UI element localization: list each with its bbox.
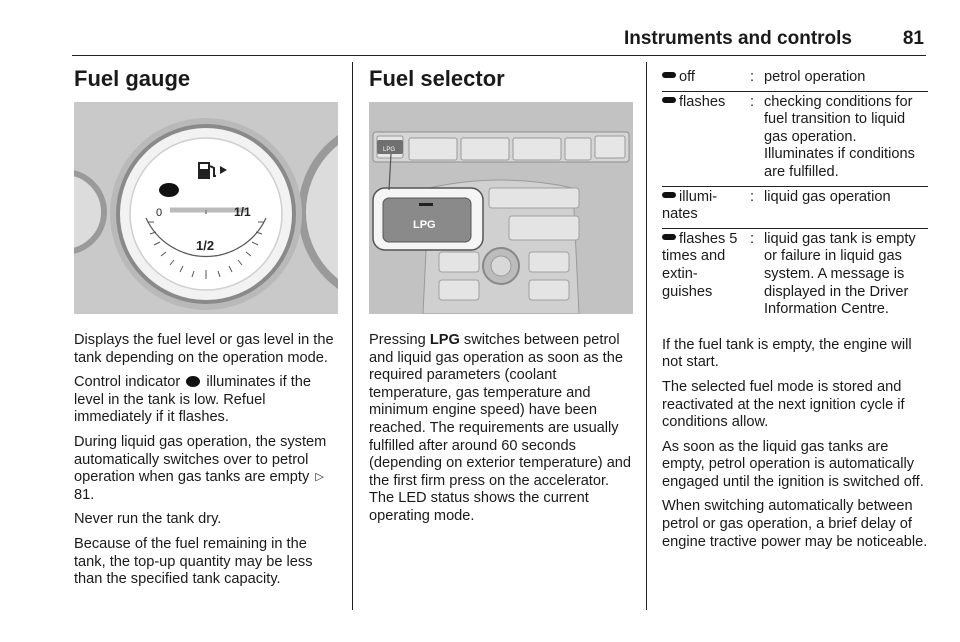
led-indicator-icon	[662, 234, 676, 240]
section-title: Instruments and controls	[623, 28, 852, 49]
section-heading: Fuel gauge	[74, 66, 191, 91]
table-row: off : petrol operation	[662, 67, 928, 91]
lpg-button-label: LPG	[413, 219, 436, 231]
low-fuel-indicator-icon	[159, 183, 179, 197]
page-reference-link[interactable]: 81.	[74, 486, 95, 503]
paragraph: The selected fuel mode is stored and reactivated at the next ignition cycle if conditions allow.	[662, 378, 905, 431]
page-number: 81	[902, 28, 924, 49]
column-divider	[646, 62, 647, 610]
paragraph: Pressing LPG switches between petrol and liquid gas operation as soon as the required parameters (coolant temperature, gas temperature and minimum engine speed) have been reached. The requirements are usually fulfilled after around 60 seconds (depending on exterior temperature) and the first firm press on the accelerator. The LED status shows the current operating mode.	[369, 332, 632, 524]
led-state-table	[662, 67, 928, 323]
lpg-button-small-label: LPG	[383, 147, 396, 153]
paragraph: Displays the fuel level or gas level in the tank depending on the operation mode.	[74, 332, 334, 366]
gauge-label-empty: 0	[156, 207, 163, 219]
page-header	[72, 26, 926, 56]
led-status-section	[662, 62, 928, 551]
fuel-gauge-illustration	[74, 102, 338, 314]
paragraph: Because of the fuel remaining in the tank, the top-up quantity may be less than the specified tank capacity.	[74, 535, 313, 588]
paragraph: During liquid gas operation, the system automatically switches over to petrol operation when gas tanks are empty ▷81.	[74, 433, 327, 503]
fuel-selector-illustration	[369, 102, 633, 314]
lpg-keyword: LPG	[429, 332, 460, 348]
column-divider	[352, 62, 353, 610]
low-fuel-indicator-icon	[186, 376, 200, 387]
fuel-gauge-section	[74, 62, 342, 589]
led-indicator-icon	[662, 72, 676, 78]
led-indicator-icon	[662, 97, 676, 103]
gauge-label-full: 1/1	[234, 205, 251, 219]
paragraph: When switching automatically between petrol or gas operation, a brief delay of engine tractive power may be noticeable.	[662, 498, 928, 550]
fuel-selector-section	[369, 62, 635, 526]
page-reference-arrow-icon: ▷	[315, 471, 324, 484]
table-row: illumi- nates : liquid gas operation	[662, 186, 928, 228]
paragraph: Control indicator illuminates if the level in the tank is low. Refuel immediately if it flashes.	[74, 374, 312, 426]
paragraph: If the fuel tank is empty, the engine will not start.	[662, 336, 912, 371]
table-row: flashes : checking conditions for fuel transition to liquid gas operation. Illuminates if conditions are fulfilled.	[662, 91, 928, 186]
table-row: flashes 5 times and extin- guishes : liquid gas tank is empty or failure in liquid gas system. A message is displayed in the Driver Information Centre.	[662, 230, 916, 318]
paragraph: As soon as the liquid gas tanks are empty, petrol operation is automatically engaged until the ignition is switched off.	[662, 438, 924, 490]
led-indicator-icon	[662, 192, 676, 198]
section-heading: Fuel selector	[369, 66, 505, 91]
paragraph: Never run the tank dry.	[74, 511, 222, 528]
gauge-label-half: 1/2	[196, 238, 215, 253]
